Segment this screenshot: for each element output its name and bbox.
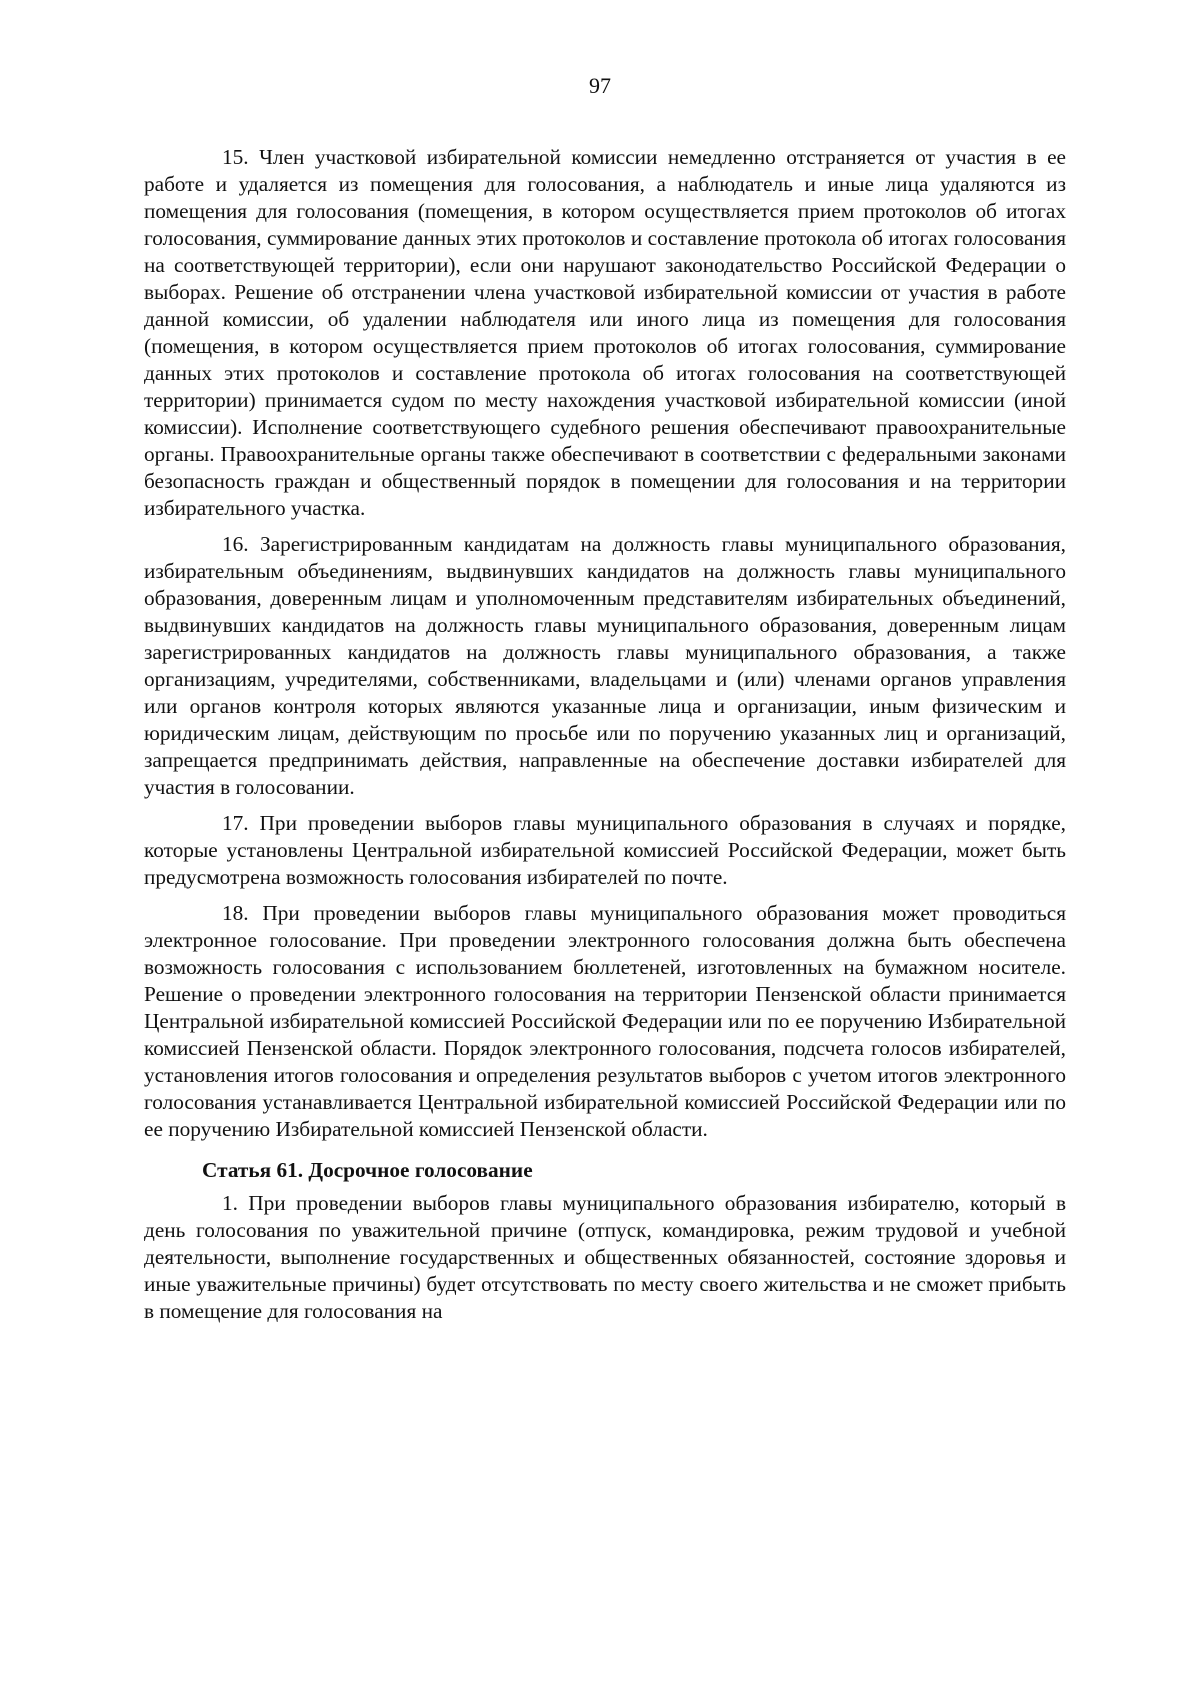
paragraph-15: 15. Член участковой избирательной комиссии немедленно отстраняется от участия в ее работе и удаляется из помещения для голосования, а наблюдатель и иные лица удаляются из помещения для голосования (помещения, в котором осуществляется прием протоколов об итогах голосования, суммирование данных этих протоколов и составление протокола об итогах голосования на соответствующей территории), если они нарушают законодательство Российской Федерации о выборах. Решение об отстранении члена участковой избирательной комиссии от участия в работе данной комиссии, об удалении наблюдателя или иного лица из помещения для голосования (помещения, в котором осуществляется прием протоколов об итогах голосования, суммирование данных этих протоколов и составление протокола об итогах голосования на соответствующей территории) принимается судом по месту нахождения участковой избирательной комиссии (иной комиссии). Исполнение соответствующего судебного решения обеспечивают правоохранительные органы. Правоохранительные органы также обеспечивают в соответствии с федеральными законами безопасность граждан и общественный порядок в помещении для голосования и на территории избирательного участка. [144,145,1066,520]
paragraph-18: 18. При проведении выборов главы муниципального образования может проводиться электронное голосование. При проведении электронного голосования должна быть обеспечена возможность голосования с использованием бюллетеней, изготовленных на бумажном носителе. Решение о проведении электронного голосования на территории Пензенской области принимается Центральной избирательной комиссией Российской Федерации или по ее поручению Избирательной комиссией Пензенской области. Порядок электронного голосования, подсчета голосов избирателей, установления итогов голосования и определения результатов выборов с учетом итогов электронного голосования устанавливается Центральной избирательной комиссией Российской Федерации или по ее поручению Избирательной комиссией Пензенской области. [144,901,1066,1141]
article-61-heading: Статья 61. Досрочное голосование [202,1158,533,1182]
document-body [144,144,1066,1334]
paragraph-17: 17. При проведении выборов главы муниципального образования в случаях и порядке, которые установлены Центральной избирательной комиссией Российской Федерации, может быть предусмотрена возможность голосования избирателей по почте. [144,811,1066,889]
article-61-paragraph-1: 1. При проведении выборов главы муниципального образования избирателю, который в день голосования по уважительной причине (отпуск, командировка, режим трудовой и учебной деятельности, выполнение государственных и общественных обязанностей, состояние здоровья и иные уважительные причины) будет отсутствовать по месту своего жительства и не сможет прибыть в помещение для голосования на [144,1191,1066,1323]
page-number: 97 [589,73,611,98]
paragraph-16: 16. Зарегистрированным кандидатам на должность главы муниципального образования, избирательным объединениям, выдвинувших кандидатов на должность главы муниципального образования, доверенным лицам и уполномоченным представителям избирательных объединений, выдвинувших кандидатов на должность главы муниципального образования, доверенным лицам зарегистрированных кандидатов на должность главы муниципального образования, а также организациям, учредителями, собственниками, владельцами и (или) членами органов управления или органов контроля которых являются указанные лица и организации, иным физическим и юридическим лицам, действующим по просьбе или по поручению указанных лиц и организаций, запрещается предпринимать действия, направленные на обеспечение доставки избирателей для участия в голосовании. [144,532,1066,799]
